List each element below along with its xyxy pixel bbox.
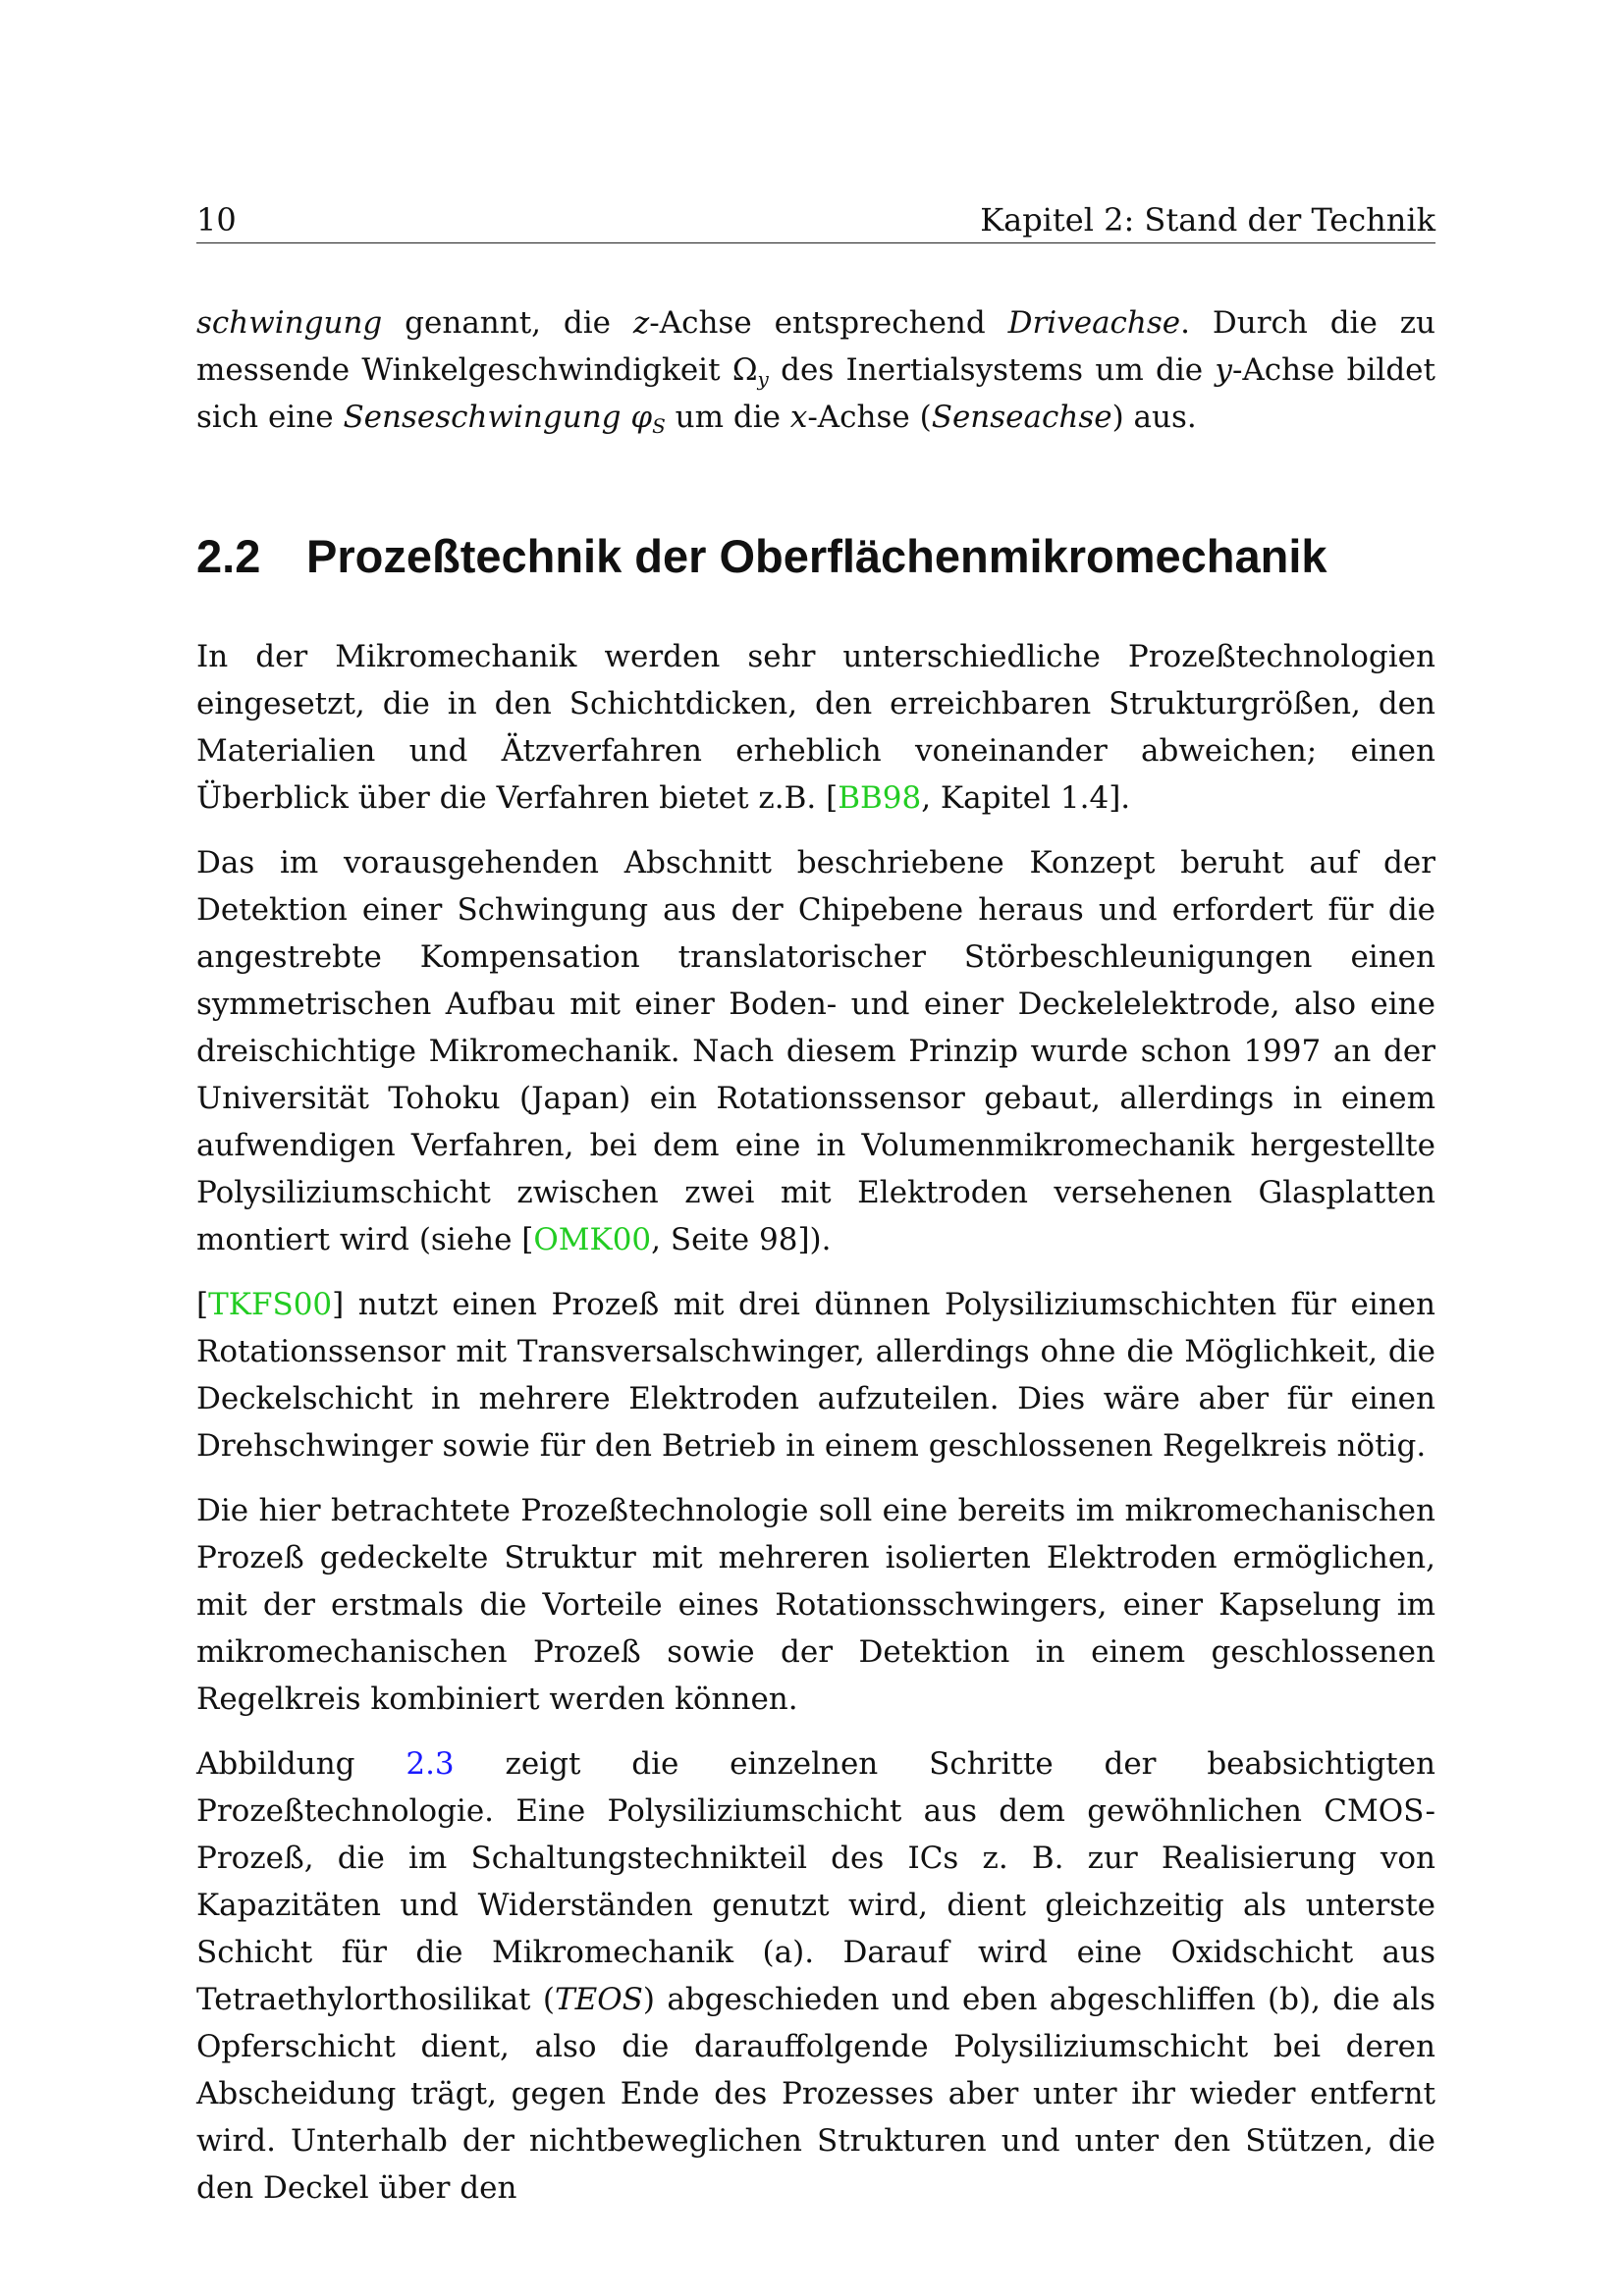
section-title: Prozeßtechnik der Oberflächenmikromechanik [306, 530, 1327, 582]
body-text [196, 299, 1435, 2229]
section-number: 2.2 [196, 530, 261, 582]
citation-bb98[interactable]: BB98 [838, 780, 922, 816]
running-header [196, 200, 1435, 243]
paragraph-5: Abbildung 2.3 zeigt die einzelnen Schritte der beabsichtigten Prozeßtechnologie. Eine Polysiliziumschicht aus dem gewöhnlichen CMOS-Prozeß, die im Schaltungstechnikteil des ICs z. B. zur Realisierung von Kapazitäten und Widerständen genutzt wird, dient gleichzeitig als unterste Schicht für die Mikromechanik (a). Darauf wird eine Oxidschicht aus Tetraethylorthosilikat (TEOS) abgeschieden und eben abgeschliffen (b), die als Opferschicht dient, also die darauffolgende Polysiliziumschicht bei deren Abscheidung trägt, gegen Ende des Prozesses aber unter ihr wieder entfernt wird. Unterhalb der nichtbeweglichen Strukturen und unter den Stützen, die den Deckel über den [196, 1746, 1435, 2206]
citation-tkfs00[interactable]: TKFS00 [208, 1287, 333, 1322]
paragraph-1: In der Mikromechanik werden sehr unterschiedliche Prozeßtechnologien eingesetzt, die in den Schichtdicken, den erreichbaren Strukturgrößen, den Materialien und Ätzverfahren erheblich voneinander abweichen; einen Überblick über die Verfahren bietet z.B. [BB98, Kapitel 1.4]. [196, 639, 1435, 816]
paragraph-4: Die hier betrachtete Prozeßtechnologie soll eine bereits im mikromechanischen Prozeß gedeckelte Struktur mit mehreren isolierten Elektroden ermöglichen, mit der erstmals die Vorteile eines Rotationsschwingers, einer Kapselung im mikromechanischen Prozeß sowie der Detektion in einem geschlossenen Regelkreis kombiniert werden können. [196, 1493, 1435, 1717]
figure-reference-2-3[interactable]: 2.3 [406, 1746, 455, 1782]
paragraph-3: [TKFS00] nutzt einen Prozeß mit drei dünnen Polysiliziumschichten für einen Rotationssensor mit Transversalschwinger, allerdings ohne die Möglichkeit, die Deckelschicht in mehrere Elektroden aufzuteilen. Dies wäre aber für einen Drehschwinger sowie für den Betrieb in einem geschlossenen Regelkreis nötig. [196, 1287, 1435, 1464]
citation-omk00[interactable]: OMK00 [533, 1222, 652, 1257]
paragraph-2: Das im vorausgehenden Abschnitt beschriebene Konzept beruht auf der Detektion einer Schwingung aus der Chipebene heraus und erfordert für die angestrebte Kompensation translatorischer Störbeschleunigungen einen symmetrischen Aufbau mit einer Boden- und einer Deckelelektrode, also eine dreischichtige Mikromechanik. Nach diesem Prinzip wurde schon 1997 an der Universität Tohoku (Japan) ein Rotationssensor gebaut, allerdings in einem aufwendigen Verfahren, bei dem eine in Volumenmikromechanik hergestellte Polysiliziumschicht zwischen zwei mit Elektroden versehenen Glasplatten montiert wird (siehe [OMK00, Seite 98]). [196, 845, 1435, 1257]
chapter-title: Kapitel 2: Stand der Technik [980, 201, 1435, 239]
intro-paragraph: schwingung genannt, die z-Achse entsprechend Driveachse. Durch die zu messende Winkelgeschwindigkeit $\Omega_y$ des Inertialsystems um die y-Achse bildet sich eine Senseschwingung $\varphi_S$ um die x-Achse (Senseachse) aus. [196, 305, 1435, 438]
page-number: 10 [196, 201, 237, 239]
section-heading [196, 527, 1435, 586]
